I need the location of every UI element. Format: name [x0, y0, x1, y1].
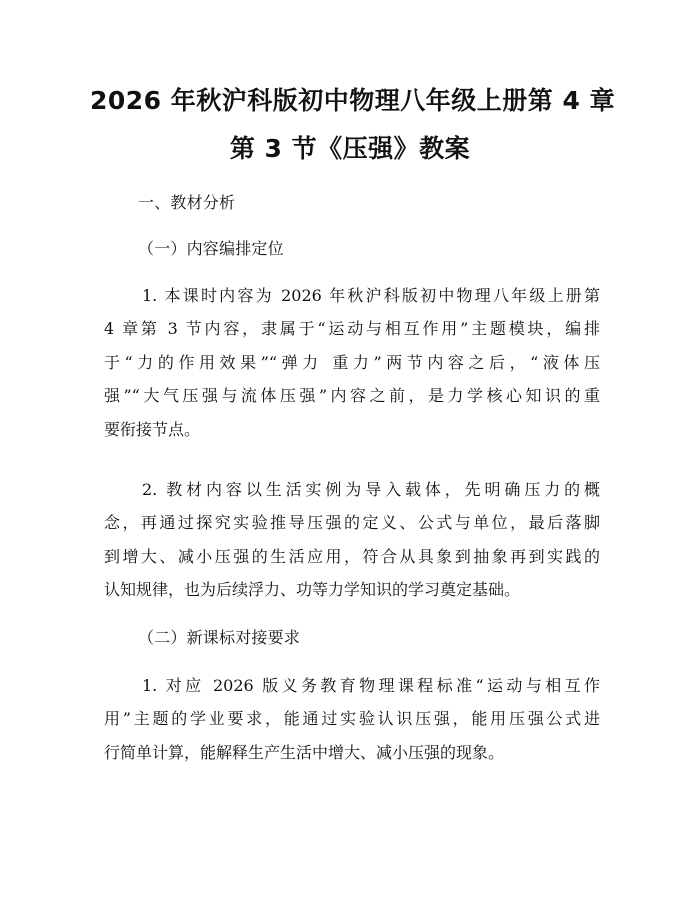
document-title-line-2: 第 3 节《压强》教案 [229, 134, 471, 163]
subsection-heading-curriculum-standard: （二）新课标对接要求 [138, 628, 301, 647]
subsection-heading-content-positioning: （一）内容编排定位 [138, 239, 284, 258]
paragraph-2-line-4: 认知规律，也为后续浮力、功等力学知识的学习奠定基础。 [104, 580, 521, 599]
paragraph-3-line-3: 行简单计算，能解释生产生活中增大、减小压强的现象。 [104, 743, 505, 762]
document-title-line-1: 2026 年秋沪科版初中物理八年级上册第 4 章 [90, 86, 616, 115]
paragraph-2-line-3: 到增大、减小压强的生活应用，符合从具象到抽象再到实践的 [104, 547, 600, 566]
paragraph-1-line-3: 于“力的作用效果”“弹力 重力”两节内容之后，“液体压 [104, 353, 600, 372]
paragraph-1-line-5: 要衔接节点。 [104, 420, 201, 439]
paragraph-1-line-2: 4 章第 3 节内容，隶属于“运动与相互作用”主题模块，编排 [104, 319, 600, 338]
paragraph-2-line-1: 2. 教材内容以生活实例为导入载体，先明确压力的概 [142, 480, 600, 499]
paragraph-3-line-2: 用”主题的学业要求，能通过实验认识压强，能用压强公式进 [104, 709, 600, 728]
paragraph-2-line-2: 念，再通过探究实验推导压强的定义、公式与单位，最后落脚 [104, 513, 600, 532]
paragraph-3-line-1: 1. 对应 2026 版义务教育物理课程标准“运动与相互作 [142, 676, 600, 695]
paragraph-1-line-1: 1. 本课时内容为 2026 年秋沪科版初中物理八年级上册第 [142, 286, 600, 305]
section-heading-textbook-analysis: 一、教材分析 [138, 193, 236, 212]
paragraph-1-line-4: 强”“大气压强与流体压强”内容之前，是力学核心知识的重 [104, 386, 600, 405]
